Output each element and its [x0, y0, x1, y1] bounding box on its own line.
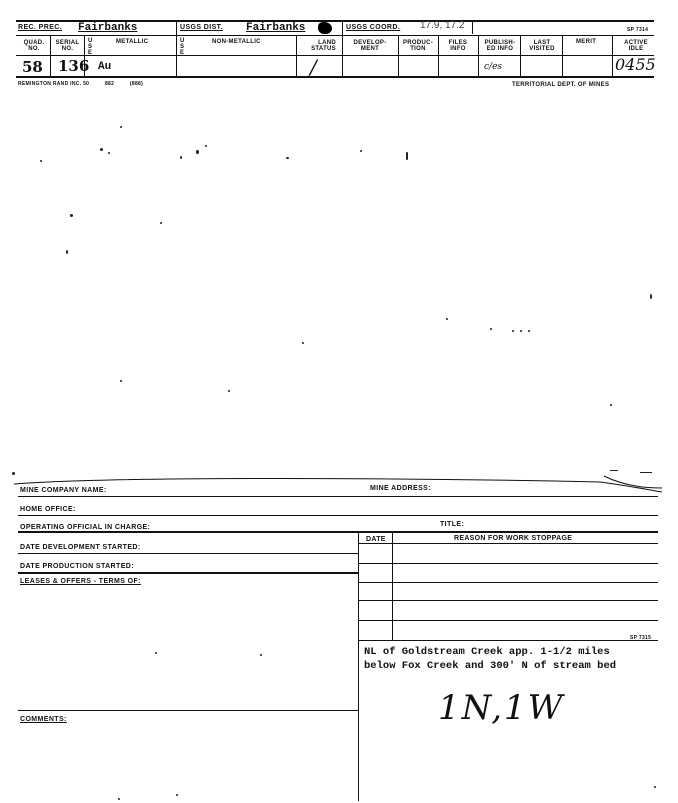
home-office-label: HOME OFFICE:: [20, 506, 76, 513]
rule: [358, 600, 658, 601]
header-rule-1: [16, 35, 654, 36]
serial-no-value: 136: [58, 57, 90, 75]
ink-blot-icon: [318, 22, 332, 34]
active-idle-value: 0455: [615, 55, 656, 74]
divider: [176, 20, 177, 77]
table-divider: [392, 531, 393, 641]
divider: [398, 35, 399, 77]
rule: [18, 515, 658, 516]
printer-line: REMINGTON RAND INC. 50 882 (888): [18, 81, 144, 87]
col-quad-no: QUAD. NO.: [23, 40, 45, 52]
handwritten-township-range: 1N,1W: [438, 688, 565, 728]
divider: [478, 35, 479, 77]
dept-line: TERRITORIAL DEPT. OF MINES: [512, 82, 610, 88]
rule: [358, 620, 658, 621]
speck: [446, 318, 448, 320]
speck: [528, 330, 530, 332]
speck: [180, 156, 182, 159]
speck: [120, 380, 122, 382]
table-divider: [358, 531, 359, 801]
divider: [472, 20, 473, 34]
speck: [120, 126, 122, 128]
speck: [286, 157, 289, 159]
divider: [612, 35, 613, 77]
col-serial-no: SERIAL NO.: [55, 40, 80, 52]
usgs-dist-value: Fairbanks: [246, 22, 306, 34]
speck: [118, 798, 120, 800]
col-nonmetallic: NON-METALLIC: [212, 39, 261, 45]
form-number-2: SP 7315: [630, 635, 652, 641]
col-development: DEVELOP-MENT: [353, 40, 387, 52]
usgs-coord-value: 17.9, 17.2: [420, 20, 465, 31]
speck: [160, 222, 162, 224]
rule: [18, 496, 658, 497]
speck: [302, 342, 304, 344]
rec-prec-value: Fairbanks: [78, 22, 138, 34]
col-metallic: METALLIC: [116, 39, 149, 45]
speck: [108, 152, 110, 154]
speck: [490, 328, 492, 330]
quad-no-value: 58: [22, 58, 43, 76]
rule: [358, 543, 658, 544]
land-status-value: /: [310, 55, 317, 79]
divider: [342, 20, 343, 77]
speck: [654, 786, 656, 788]
title-label: TITLE:: [440, 521, 465, 528]
speck: [176, 794, 178, 796]
speck: [406, 152, 408, 160]
metallic-value: Au: [98, 61, 112, 73]
speck: [196, 150, 199, 154]
speck: [40, 160, 42, 162]
rule: [358, 582, 658, 583]
speck: [155, 652, 157, 654]
col-land-status: LAND STATUS: [311, 40, 336, 52]
divider: [520, 35, 521, 77]
col-files-info: FILES INFO: [448, 40, 468, 52]
divider: [562, 35, 563, 77]
usgs-coord-label: USGS COORD.: [346, 24, 401, 31]
speck: [650, 294, 652, 299]
location-note-line-1: NL of Goldstream Creek app. 1-1/2 miles: [364, 646, 610, 658]
speck: [260, 654, 262, 656]
col-production: PRODUC-TION: [402, 40, 434, 52]
comments-label: COMMENTS:: [20, 716, 67, 723]
rule: [18, 531, 658, 533]
leases-label: LEASES & OFFERS - TERMS OF:: [20, 578, 141, 585]
date-dev-started-label: DATE DEVELOPMENT STARTED:: [20, 544, 141, 551]
rec-prec-label: REC. PREC.: [18, 24, 63, 31]
mine-address-label: MINE ADDRESS:: [370, 485, 431, 492]
col-last-visited: LAST VISITED: [529, 40, 555, 52]
speck: [66, 250, 68, 254]
rule: [18, 553, 358, 554]
rule: [18, 572, 358, 574]
col-use-metallic: U S E: [88, 38, 93, 56]
published-info-value: c/es: [484, 62, 503, 72]
reason-column-header: REASON FOR WORK STOPPAGE: [454, 535, 573, 542]
divider: [296, 35, 297, 77]
usgs-dist-label: USGS DIST.: [180, 24, 223, 31]
divider: [50, 35, 51, 77]
speck: [610, 404, 612, 406]
speck: [360, 150, 362, 152]
col-merit: MERIT: [576, 39, 597, 45]
col-active-idle: ACTIVE IDLE: [624, 40, 648, 52]
mine-company-name-label: MINE COMPANY NAME:: [20, 487, 107, 494]
col-use-nonmetallic: U S E: [180, 38, 185, 56]
speck: [228, 390, 230, 392]
rule: [358, 640, 658, 641]
date-column-header: DATE: [366, 536, 386, 543]
operating-official-label: OPERATING OFFICIAL IN CHARGE:: [20, 524, 151, 531]
header-rule-2: [16, 55, 654, 56]
speck: [70, 214, 73, 217]
rule: [358, 563, 658, 564]
rule: [18, 710, 358, 711]
divider: [438, 35, 439, 77]
col-published-info: PUBLISH-ED INFO: [484, 40, 516, 52]
speck: [100, 148, 103, 151]
date-prod-started-label: DATE PRODUCTION STARTED:: [20, 563, 134, 570]
speck: [512, 330, 514, 332]
speck: [520, 330, 522, 332]
bottom-rule: [16, 76, 654, 78]
speck: [205, 145, 207, 147]
form-number: SP 7314: [627, 27, 649, 33]
location-note-line-2: below Fox Creek and 300' N of stream bed: [364, 660, 617, 672]
